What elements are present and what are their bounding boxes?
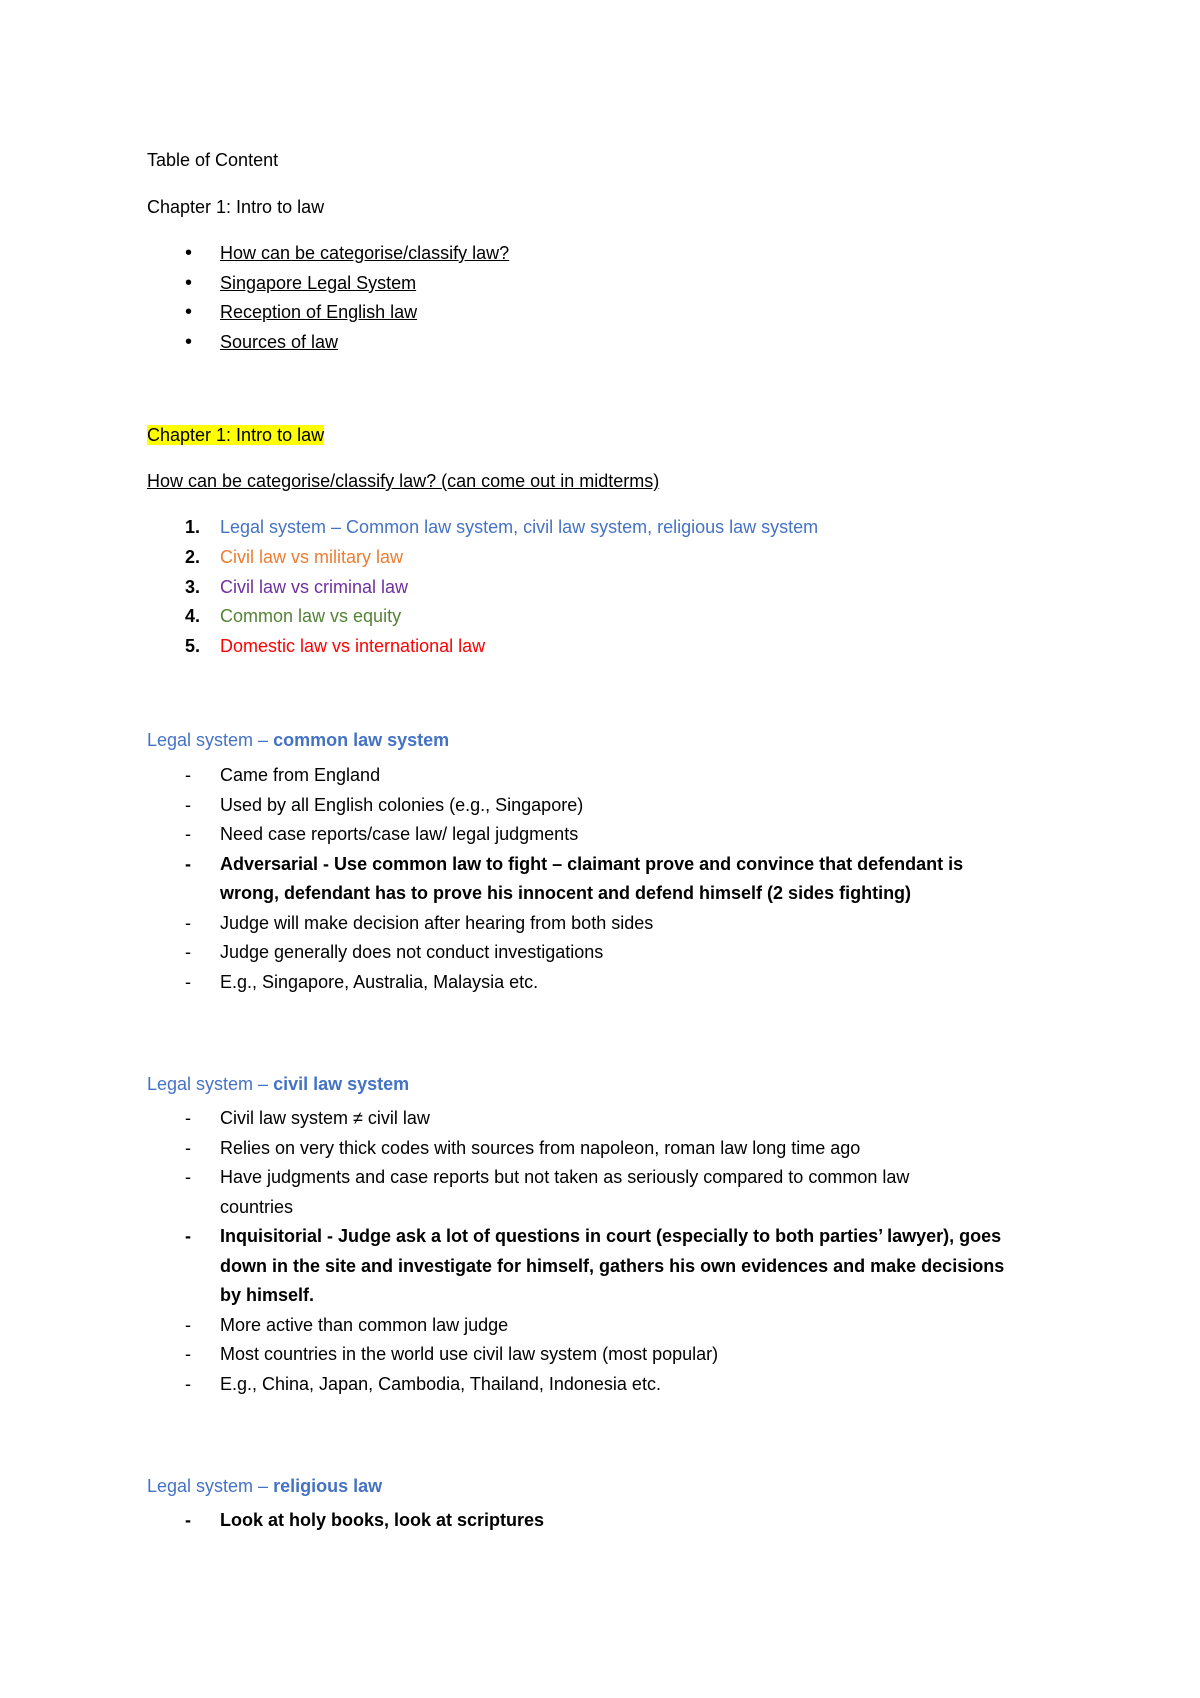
list-item: - Judge generally does not conduct investigations xyxy=(185,942,604,962)
toc-title: Table of Content xyxy=(147,150,279,170)
list-item: - More active than common law judge xyxy=(185,1314,509,1335)
section-heading-civil: Legal system – civil law system xyxy=(147,1074,410,1094)
toc-item[interactable] xyxy=(147,299,509,329)
classification-list xyxy=(147,514,818,663)
toc-item[interactable] xyxy=(147,329,509,359)
list-item: - E.g., Singapore, Australia, Malaysia etc. xyxy=(185,971,539,992)
section-heading-religious: Legal system – religious law xyxy=(147,1476,383,1496)
list-item: - Most countries in the world use civil law system (most popular) xyxy=(185,1344,719,1364)
toc-link[interactable]: How can be categorise/classify law? xyxy=(220,243,510,263)
toc-item[interactable] xyxy=(147,240,509,270)
toc-list xyxy=(147,240,509,358)
list-item: 4. Common law vs equity xyxy=(185,606,402,627)
section-heading-common: Legal system – common law system xyxy=(147,730,450,750)
toc-item[interactable] xyxy=(147,270,509,300)
toc-chapter: Chapter 1: Intro to law xyxy=(147,197,325,217)
list-item: - Judge will make decision after hearing from both sides xyxy=(185,912,654,933)
toc-link[interactable]: Reception of English law xyxy=(220,302,418,322)
list-item: - Relies on very thick codes with sources from napoleon, roman law long time ago xyxy=(185,1137,861,1158)
religious-law-points xyxy=(147,1506,544,1536)
toc-link[interactable]: Sources of law xyxy=(220,331,339,352)
list-item: - Need case reports/case law/ legal judgments xyxy=(185,824,579,844)
list-item: - Have judgments and case reports but not taken as seriously compared to common law countries xyxy=(185,1167,910,1217)
list-item: 2. Civil law vs military law xyxy=(185,546,404,567)
chapter-heading: Chapter 1: Intro to law xyxy=(147,425,325,445)
list-item: 5. Domestic law vs international law xyxy=(185,636,486,657)
list-item: - Inquisitorial - Judge ask a lot of questions in court (especially to both parties’ lawyer), goes down in the site and investigate for himself, gathers his own evidences and make decisions by himself. xyxy=(185,1226,1005,1305)
chapter-subheading: How can be categorise/classify law? (can come out in midterms) xyxy=(147,471,660,491)
common-law-points xyxy=(147,761,963,997)
toc-link[interactable]: Singapore Legal System xyxy=(220,272,417,293)
list-item: - Civil law system ≠ civil law xyxy=(185,1108,430,1128)
list-item: 3. Civil law vs criminal law xyxy=(185,576,409,597)
list-item: - E.g., China, Japan, Cambodia, Thailand, Indonesia etc. xyxy=(185,1373,661,1394)
list-item: - Came from England xyxy=(185,765,381,785)
list-item: 1. Legal system – Common law system, civil law system, religious law system xyxy=(185,517,819,537)
list-item: - Used by all English colonies (e.g., Singapore) xyxy=(185,794,584,815)
civil-law-points xyxy=(147,1104,1004,1399)
list-item: - Adversarial - Use common law to fight – claimant prove and convince that defendant is wrong, defendant has to prove his innocent and defend himself (2 sides fighting) xyxy=(185,853,964,903)
list-item: - Look at holy books, look at scriptures xyxy=(185,1510,545,1530)
